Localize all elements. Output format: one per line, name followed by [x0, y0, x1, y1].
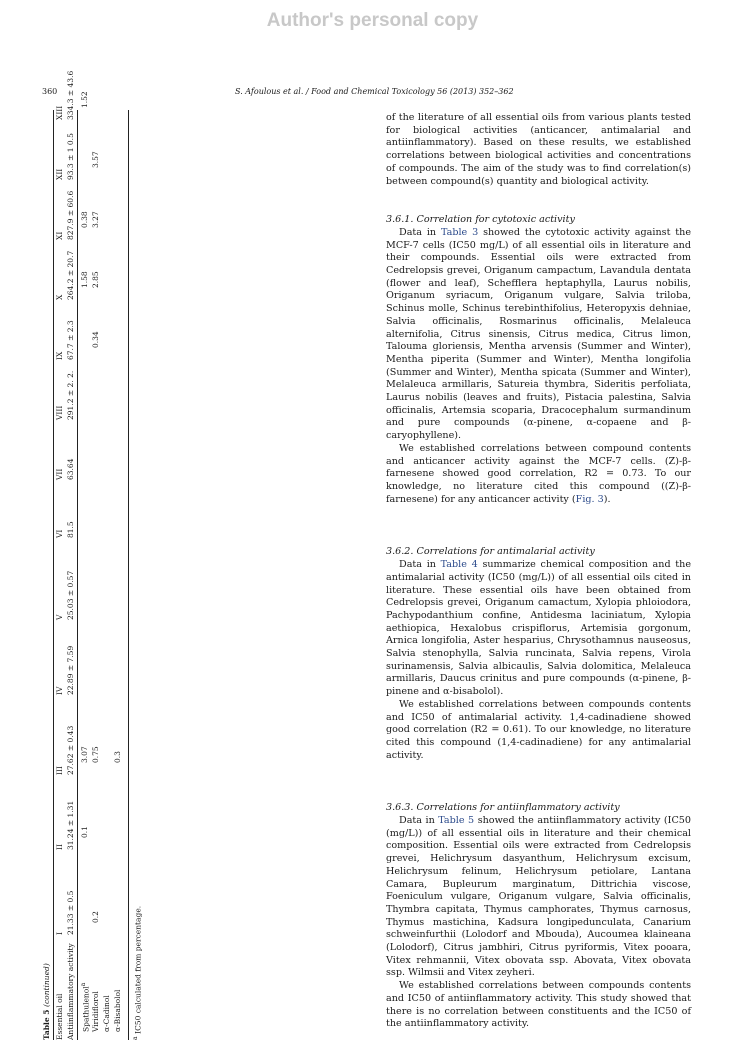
table-3-link[interactable]: Table 3: [440, 226, 479, 238]
cell-value: 3.57: [91, 151, 100, 168]
table-5-link[interactable]: Table 5: [438, 815, 475, 827]
page-number: 360: [42, 87, 58, 96]
column-header-I: I: [55, 932, 64, 935]
table-activity-row: [66, 70, 76, 1040]
activity-value-III: 27.62 ± 0.43: [66, 725, 75, 775]
section-361-para-1: Data in Table 3 showed the cytotoxic activity against the MCF-7 cells (IC50 mg/L) of all essential oils in literature and their compounds. Essential oils were extracted from Cedrelopsis grevei, Origanum campactum, Lavandula dentata (flower and leaf), Schefflera heptaphylla, Laurus nobilis, Origanum syriacum, Origanum vulgare, Salvia triloba, Schinus molle, Schinus terebinthifolius, Heteropyxis dehniae, Salvia officinalis, Rosmarinus officinalis, Melaleuca alternifolia, Citrus sinensis, Citrus medica, Citrus limon, Talouma gloriensis, Mentha arvensis (Summer and Winter), Mentha piperita (Summer and Winter), Mentha longifolia (Summer and Winter), Mentha spicata (Summer and Winter), Melaleuca armillaris, Satureia thymbra, Sideritis perfoliata, Laurus nobilis (leaves and fruits), Pistacia palestina, Salvia officinalis, Artemsia scoparia, Dracocephalum surmandinum and pure compounds (α-pinene, α-copaene and β-caryophyllene).: [386, 226, 691, 442]
column-header-XI: XI: [55, 231, 64, 240]
section-361-heading: 3.6.1. Correlation for cytotoxic activity: [386, 214, 575, 226]
table-mid-rule: [77, 110, 78, 1040]
cell-value: 0.34: [91, 331, 100, 348]
column-header-V: V: [55, 614, 64, 620]
footnote-text: IC50 calculated from percentage.: [133, 905, 143, 1034]
table-row: [113, 110, 123, 1040]
cell-value: 0.3: [113, 751, 122, 763]
table-top-rule: [53, 110, 54, 1040]
section-361-para-2: We established correlations between compound contents and anticancer activity against the MCF-7 cells. (Z)-β-farnesene showed good correlation, R2 = 0.73. To our knowledge, no literature cited this compound ((Z)-β-farnesene) for any anticancer activity (Fig. 3).: [386, 442, 691, 505]
cell-value: 3.27: [91, 211, 100, 228]
cell-value: 3.07: [80, 746, 89, 763]
column-header-II: II: [55, 844, 64, 850]
table-row: [102, 110, 112, 1040]
table-footnote: [132, 906, 143, 1040]
activity-label: Antiinflammatory activity: [66, 943, 75, 1040]
table-title: [42, 963, 51, 1040]
compound-name: Viridiflorol: [91, 991, 100, 1032]
column-header-X: X: [55, 294, 64, 300]
table-4-link[interactable]: Table 4: [440, 559, 478, 571]
section-363-para-1: Data in Table 5 showed the antiinflammatory activity (IC50 (mg/L)) of all essential oils in literature and their chemical composition. Essential oils were extracted from Cedrelopsis grevei, Helichrysum dasyanthum, Helichrysum excisum, Helichrysum felinum, Helichrysum petiolare, Lantana Camara, Bupleurum marginatum, Dittrichia viscose, Foeniculum vulgare, Origanum vulgare, Salvia officinalis, Thymbra capitata, Thymus camphorates, Thymus carnosus, Thymus mastichina, Kadsura longipedunculata, Canarium schweinfurthii (Lolodorf and Mbouda), Aucoumea klaineana (Lolodorf), Citrus jambhiri, Citrus pyriformis, Vitex pooara, Vitex rehmannii, Vitex obovata ssp. Abovata, Vitex obovata ssp. Wilmsii and Vitex zeyheri.: [386, 815, 691, 979]
footnote-marker: a: [132, 1036, 139, 1040]
activity-value-II: 31.24 ± 1.31: [66, 800, 75, 850]
column-header-VII: VII: [55, 468, 64, 480]
section-362-heading: 3.6.2. Correlations for antimalarial activity: [386, 546, 595, 558]
section-363-heading: 3.6.3. Correlations for antiinflammatory activity: [386, 802, 620, 814]
section-362-para-1: Data in Table 4 summarize chemical composition and the antimalarial activity (IC50 (mg/L)) of all essential oils cited in literature. These essential oils have been obtained from Cedrelopsis grevei, Origanum camactum, Xylopia phloiodora, Pachypodanthium confine, Antidesma laciniatum, Xylopia aethiopica, Hexalobus crispiflorus, Artemisia gorgonum, Arnica longifolia, Aster hesparius, Chrysothamnus nauseosus, Salvia stenophylla, Salvia runcinata, Salvia repens, Virola surinamensis, Salvia albicaulis, Salvia dolomitica, Melaleuca armillaris, Daucus crinitus and pure compounds (α-pinene, β-pinene and α-bisabolol).: [386, 559, 691, 698]
fig-3-link[interactable]: Fig. 3: [575, 493, 604, 505]
table-header-row: [55, 105, 65, 1040]
cell-value: 2.85: [91, 271, 100, 288]
compound-name: α-Cadinol: [102, 995, 111, 1032]
compound-name: α-Bisabolol: [113, 989, 122, 1032]
column-header-XIII: XIII: [55, 105, 64, 120]
table-title-label: Table 5: [42, 1009, 51, 1040]
activity-value-VI: 81.5: [66, 521, 75, 538]
activity-value-IV: 22.89 ± 7.59: [66, 645, 75, 695]
column-header-VI: VI: [55, 529, 64, 538]
column-header-IX: IX: [55, 351, 64, 360]
activity-value-X: 264.2 ± 20.7: [66, 250, 75, 300]
section-362-para-2: We established correlations between compounds contents and IC50 of antimalarial activity. 1,4-cadinadiene showed good correlation (R2 = 0.61). To our knowledge, no literature cited this compound (1,4-cadinadiene) for any antimalarial activity.: [386, 698, 691, 761]
compound-name: Spathulenol$^a$: [80, 982, 91, 1032]
running-header: S. Afoulous et al. / Food and Chemical Toxicology 56 (2013) 352–362: [235, 87, 514, 96]
table-bottom-rule: [128, 110, 129, 1040]
header-essential-oil: Essential oil: [55, 993, 64, 1040]
cell-value: 0.75: [91, 746, 100, 763]
cell-value: 0.2: [91, 911, 100, 923]
watermark: Author's personal copy: [266, 10, 479, 31]
activity-value-VII: 63.64: [66, 458, 75, 480]
table-row: [80, 91, 91, 1040]
activity-value-IX: 67.7 ± 2.3: [66, 320, 75, 360]
activity-value-XII: 93.3 ± 1 0.5: [66, 133, 75, 180]
activity-value-V: 25.03 ± 0.57: [66, 570, 75, 620]
cell-value: 0.1: [80, 826, 89, 838]
column-header-VIII: VIII: [55, 405, 64, 420]
activity-value-XI: 827.9 ± 60.6: [66, 190, 75, 240]
table-row: [91, 110, 101, 1040]
activity-value-XIII: 334.3 ± 43.6: [66, 70, 75, 120]
column-header-III: III: [55, 766, 64, 775]
body-text-column: [386, 112, 691, 1031]
column-header-IV: IV: [55, 686, 64, 695]
column-header-XII: XII: [55, 168, 64, 180]
table-title-continued: (continued): [42, 963, 51, 1007]
intro-paragraph: of the literature of all essential oils from various plants tested for biological activities (anticancer, antimalarial and antiinflammatory). Based on these results, we established correlations between biological activities and concentrations of compounds. The aim of the study was to find correlation(s) between compound(s) quantity and biological activity.: [386, 112, 691, 187]
activity-value-VIII: 291.2 ± 2. 2.: [66, 370, 75, 420]
cell-value: 1.52: [80, 91, 89, 108]
cell-value: 1.58: [80, 271, 89, 288]
activity-value-I: 21.33 ± 0.5: [66, 890, 75, 935]
cell-value: 0.38: [80, 211, 89, 228]
section-363-para-2: We established correlations between compounds contents and IC50 of antiinflammatory activity. This study showed that there is no correlation between constituents and the IC50 of the antiinflammatory activity.: [386, 980, 691, 1030]
